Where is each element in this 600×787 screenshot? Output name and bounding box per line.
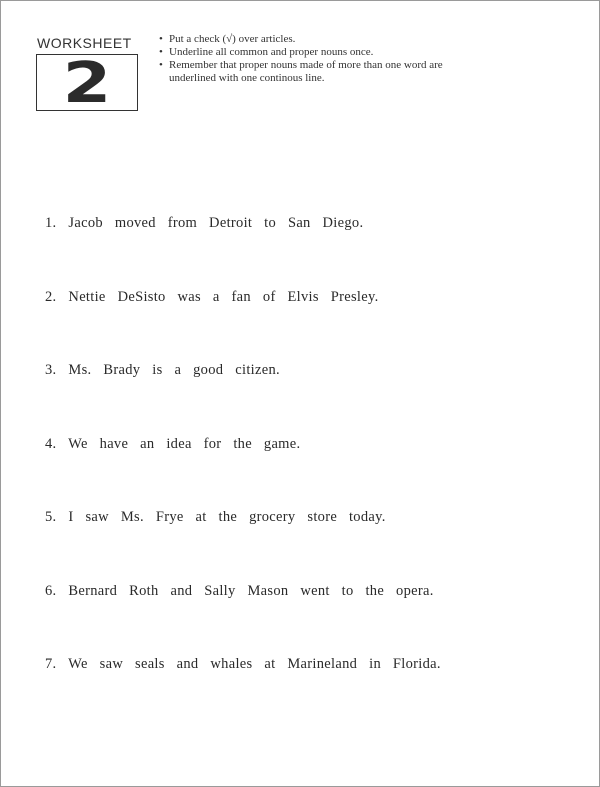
instruction-item: • Put a check (√) over articles.: [157, 33, 479, 46]
sentence-number: 4.: [45, 435, 57, 452]
sentence-text: I saw Ms. Frye at the grocery store today.: [68, 509, 386, 525]
sentence-item: [45, 434, 441, 508]
sentence-item: [45, 654, 441, 728]
sentence-text: Nettie DeSisto was a fan of Elvis Presley.: [68, 288, 379, 305]
sentence-item: [45, 360, 441, 434]
sentence-number: 3.: [45, 362, 57, 378]
sentence-text: Jacob moved from Detroit to San Diego.: [68, 215, 364, 231]
instructions-list: [157, 33, 479, 85]
sentence-item: [45, 507, 441, 581]
sentence-text: We have an idea for the game.: [68, 435, 301, 452]
worksheet-number: 2: [62, 51, 112, 116]
sentence-number: 7.: [45, 656, 57, 672]
sentence-number: 1.: [45, 215, 57, 231]
sentence-number: 5.: [45, 509, 57, 525]
instruction-item: • Underline all common and proper nouns once.: [157, 46, 479, 59]
sentence-text: Ms. Brady is a good citizen.: [68, 362, 280, 378]
instruction-item: • Remember that proper nouns made of more than one word are underlined with one continous line.: [157, 59, 479, 85]
sentence-item: [45, 213, 441, 287]
sentence-list: [45, 213, 441, 728]
worksheet-label: WORKSHEET: [37, 35, 132, 51]
sentence-text: Bernard Roth and Sally Mason went to the opera.: [68, 582, 434, 599]
sentence-item: [45, 581, 441, 655]
worksheet-number-box: [36, 51, 138, 116]
sentence-item: [45, 287, 441, 361]
sentence-number: 6.: [45, 582, 57, 599]
sentence-number: 2.: [45, 288, 57, 305]
sentence-text: We saw seals and whales at Marineland in Florida.: [68, 656, 441, 672]
